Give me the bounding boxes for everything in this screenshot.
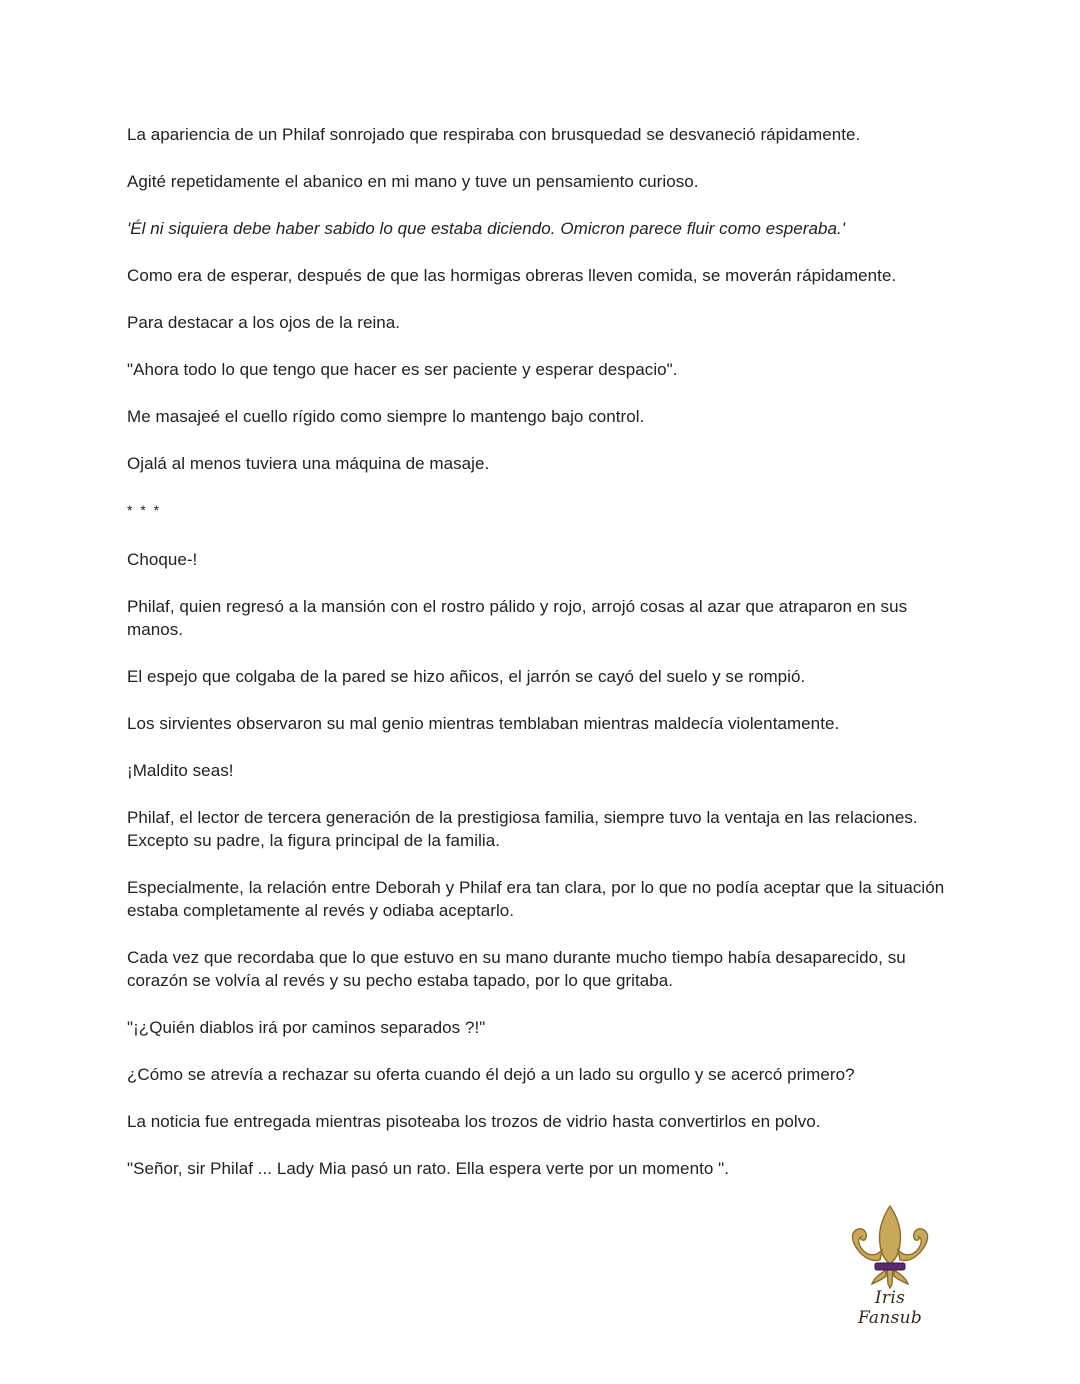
paragraph: ¿Cómo se atrevía a rechazar su oferta cuando él dejó a un lado su orgullo y se acercó primero? xyxy=(127,1065,855,1084)
paragraph: Agité repetidamente el abanico en mi mano y tuve un pensamiento curioso. xyxy=(127,172,699,191)
paragraph: Los sirvientes observaron su mal genio mientras temblaban mientras maldecía violentamente. xyxy=(127,714,840,733)
paragraph: Philaf, quien regresó a la mansión con el rostro pálido y rojo, arrojó cosas al azar que atraparon en sus manos. xyxy=(127,597,908,639)
document-body xyxy=(127,123,957,1204)
paragraph: Philaf, el lector de tercera generación de la prestigiosa familia, siempre tuvo la ventaja en las relaciones. Excepto su padre, la figura principal de la familia. xyxy=(127,808,918,850)
paragraph-italic: 'Él ni siquiera debe haber sabido lo que estaba diciendo. Omicron parece fluir como esperaba.' xyxy=(127,219,846,238)
paragraph: Me masajeé el cuello rígido como siempre lo mantengo bajo control. xyxy=(127,407,645,426)
paragraph: Especialmente, la relación entre Deborah y Philaf era tan clara, por lo que no podía aceptar que la situación estaba completamente al revés y odiaba aceptarlo. xyxy=(127,878,945,920)
paragraph: El espejo que colgaba de la pared se hizo añicos, el jarrón se cayó del suelo y se rompió. xyxy=(127,667,806,686)
paragraph: Como era de esperar, después de que las hormigas obreras lleven comida, se moverán rápidamente. xyxy=(127,266,897,285)
paragraph: Para destacar a los ojos de la reina. xyxy=(127,313,401,332)
paragraph: Ojalá al menos tuviera una máquina de masaje. xyxy=(127,454,490,473)
fleur-de-lis-icon xyxy=(842,1204,938,1290)
paragraph: "¡¿Quién diablos irá por caminos separados ?!" xyxy=(127,1018,486,1037)
paragraph: Cada vez que recordaba que lo que estuvo en su mano durante mucho tiempo había desaparecido, su corazón se volvía al revés y su pecho estaba tapado, por lo que gritaba. xyxy=(127,948,906,990)
paragraph: "Señor, sir Philaf ... Lady Mia pasó un rato. Ella espera verte por un momento ". xyxy=(127,1159,729,1178)
paragraph: La apariencia de un Philaf sonrojado que respiraba con brusquedad se desvaneció rápidamente. xyxy=(127,125,861,144)
paragraph: "Ahora todo lo que tengo que hacer es ser paciente y esperar despacio". xyxy=(127,360,678,379)
paragraph: ¡Maldito seas! xyxy=(127,761,234,780)
iris-fansub-logo xyxy=(842,1204,938,1328)
paragraph: Choque-! xyxy=(127,550,198,569)
logo-text: Iris Fansub xyxy=(857,1288,923,1328)
section-separator: * * * xyxy=(127,502,162,518)
paragraph: La noticia fue entregada mientras pisoteaba los trozos de vidrio hasta convertirlos en polvo. xyxy=(127,1112,821,1131)
